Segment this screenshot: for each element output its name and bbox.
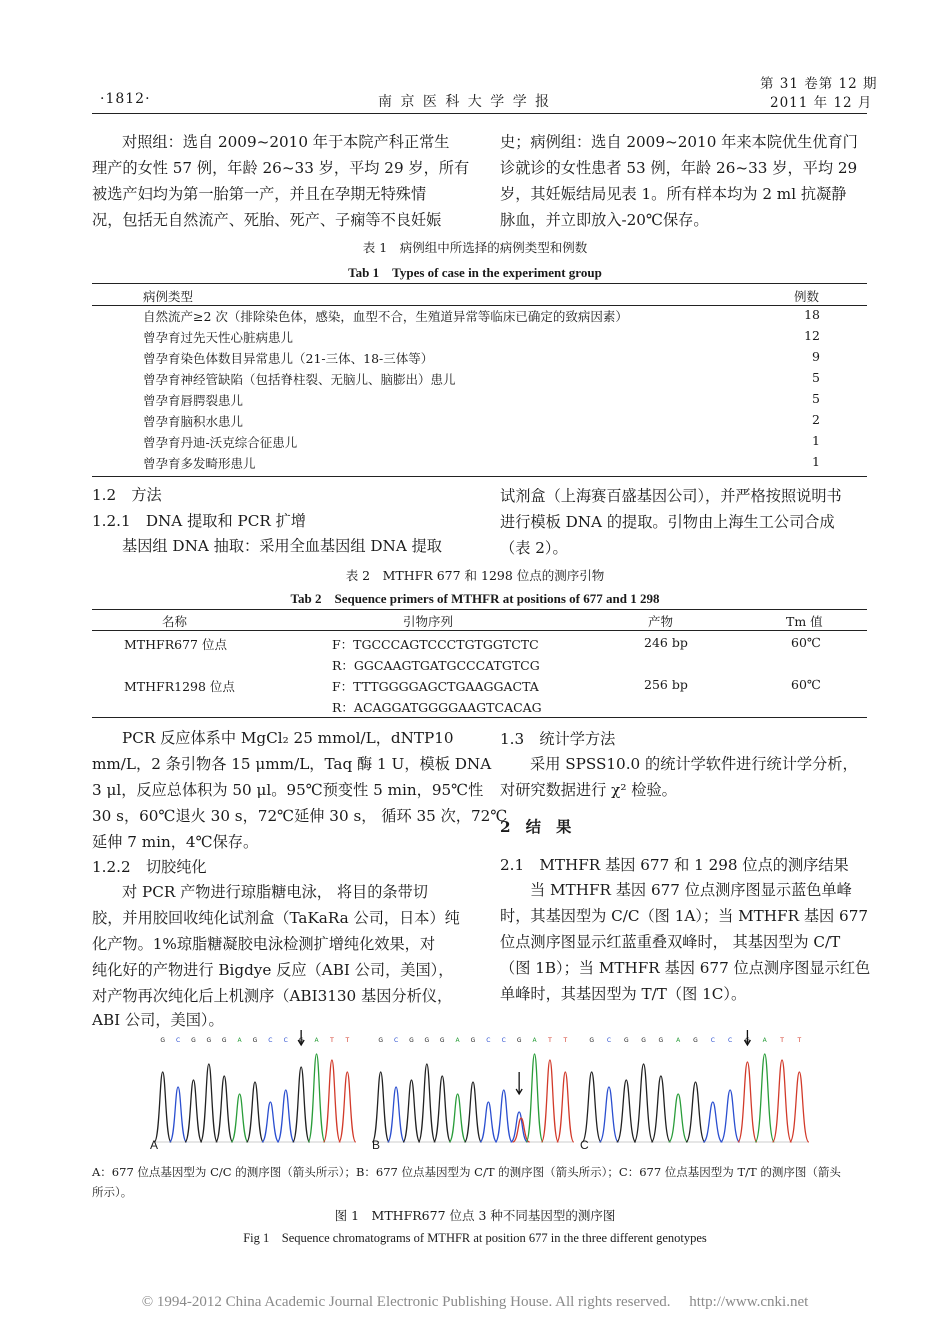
- trace-peak: [617, 1080, 636, 1142]
- table-cell: 2: [812, 412, 820, 427]
- trace-peak: [277, 1090, 294, 1142]
- base-call-label: G: [191, 1037, 196, 1044]
- trace-peak: [418, 1064, 435, 1142]
- table-cell: 256 bp: [644, 677, 688, 692]
- table2-col-name: 名称: [162, 614, 188, 629]
- text-line: 时，其基因型为 C/C（图 1A）；当 MTHFR 基因 677: [500, 907, 869, 925]
- table-cell: 1: [812, 433, 820, 448]
- figure-legend: A：677 位点基因型为 C/C 的测序图（箭头所示）；B：677 位点基因型为 C/T 的测序图（箭头所示）；C：677 位点基因型为 T/T 的测序图（箭头: [92, 1165, 841, 1179]
- table-cell: 1: [812, 454, 820, 469]
- trace-peak: [308, 1054, 325, 1142]
- table-cell: MTHFR677 位点: [124, 637, 227, 652]
- trace-peak: [557, 1072, 574, 1142]
- base-call-label: G: [693, 1037, 698, 1044]
- section-heading: 1.2 方法: [92, 486, 162, 504]
- trace-peak: [434, 1076, 451, 1142]
- trace-peak: [185, 1080, 202, 1142]
- table2-col-product: 产物: [648, 614, 674, 629]
- trace-peak: [154, 1072, 171, 1142]
- text-line: 对 PCR 产物进行琼脂糖电泳， 将目的条带切: [122, 883, 428, 901]
- base-call-label: G: [160, 1037, 166, 1044]
- table1-header-rule: [92, 305, 867, 306]
- section-heading: 2.1 MTHFR 基因 677 和 1 298 位点的测序结果: [500, 856, 849, 874]
- base-call-label: G: [641, 1037, 646, 1044]
- trace-peak: [738, 1062, 757, 1142]
- trace-peak: [773, 1060, 792, 1142]
- trace-peak: [755, 1054, 774, 1142]
- chromatogram-panel: [372, 1037, 574, 1142]
- table-cell: 曾孕育唇腭裂患儿: [143, 393, 244, 408]
- base-call-label: G: [298, 1037, 304, 1044]
- table-cell: 60℃: [791, 635, 821, 650]
- table2-header-rule: [92, 630, 867, 631]
- table2-col-tm: Tm 值: [786, 614, 823, 629]
- base-call-label: G: [424, 1037, 430, 1044]
- base-call-label: C: [501, 1037, 506, 1044]
- trace-peak: [388, 1087, 405, 1142]
- trace-peak: [449, 1094, 466, 1142]
- table-cell: 18: [804, 307, 820, 322]
- text-line: 采用 SPSS10.0 的统计学软件进行统计学分析，: [530, 755, 858, 773]
- table-cell: 曾孕育多发畸形患儿: [143, 456, 256, 471]
- base-call-label: G: [470, 1037, 476, 1044]
- base-call-label: G: [206, 1037, 212, 1044]
- text-line: 基因组 DNA 抽取：采用全血基因组 DNA 提取: [122, 537, 442, 555]
- text-line: 试剂盒（上海赛百盛基因公司），并严格按照说明书: [500, 487, 842, 505]
- base-call-label: C: [486, 1037, 491, 1044]
- chromatogram-panel: [582, 1030, 809, 1142]
- table1-top-rule: [92, 283, 867, 284]
- journal-name: 南 京 医 科 大 学 学 报: [378, 94, 552, 110]
- page-number: ·1812·: [100, 91, 151, 107]
- text-line: 当 MTHFR 基因 677 位点测序图显示蓝色单峰: [530, 881, 852, 899]
- text-line: 化产物。1%琼脂糖凝胶电泳检测扩增纯化效果，对: [92, 935, 436, 953]
- table-cell: R：ACAGGATGGGGAAGTCACAG: [332, 700, 542, 715]
- table-cell: 60℃: [791, 677, 821, 692]
- table-cell: 自然流产≥2 次（排除染色体，感染，血型不合，生殖道异常等临床已确定的致病因素）: [143, 309, 628, 324]
- table-cell: 曾孕育过先天性心脏病患儿: [143, 330, 294, 345]
- table2-caption-cn: 表 2 MTHFR 677 和 1298 位点的测序引物: [345, 568, 605, 583]
- base-call-label: C: [606, 1037, 612, 1044]
- text-line: 岁，其妊娠结局见表 1。所有样本均为 2 ml 抗凝静: [500, 185, 847, 203]
- table-cell: 曾孕育丹迪-沃克综合征患儿: [143, 435, 298, 450]
- base-call-label: G: [378, 1037, 384, 1044]
- base-call-label: G: [589, 1037, 594, 1044]
- table-cell: 曾孕育染色体数目异常患儿（21-三体、18-三体等）: [143, 351, 434, 366]
- table-cell: 9: [812, 349, 820, 364]
- table2-top-rule: [92, 609, 867, 610]
- header-rule: [92, 113, 867, 114]
- base-call-label: G: [623, 1037, 629, 1044]
- base-call-label: T: [548, 1037, 552, 1044]
- panel-label-c: C: [580, 1138, 589, 1152]
- trace-peak: [262, 1102, 279, 1142]
- base-call-label: G: [252, 1037, 258, 1044]
- base-call-label: G: [745, 1037, 750, 1044]
- trace-peak: [721, 1090, 740, 1142]
- chromatogram-panel: [154, 1030, 356, 1142]
- text-line: ABI 公司，美国）。: [92, 1011, 224, 1029]
- base-call-label: A: [455, 1037, 460, 1044]
- trace-peak: [293, 1067, 310, 1142]
- text-line: 进行模板 DNA 的提取。引物由上海生工公司合成: [500, 513, 835, 531]
- panel-label-b: B: [372, 1138, 381, 1152]
- base-call-label: C: [710, 1037, 715, 1044]
- figure-legend: 所示）。: [92, 1185, 133, 1199]
- issue-date: 2011 年 12 月: [770, 95, 873, 111]
- section-heading: 1.3 统计学方法: [500, 730, 616, 748]
- base-call-label: G: [658, 1037, 664, 1044]
- base-call-label: A: [532, 1037, 537, 1044]
- trace-peak: [200, 1064, 217, 1142]
- text-line: 单峰时，其基因型为 T/T（图 1C）。: [500, 985, 747, 1003]
- trace-peak: [372, 1072, 389, 1142]
- text-line: 对照组：选自 2009~2010 年于本院产科正常生: [122, 133, 450, 151]
- text-line: 对研究数据进行 χ² 检验。: [500, 781, 677, 799]
- base-call-label: C: [728, 1037, 733, 1044]
- base-call-label: A: [676, 1037, 681, 1044]
- trace-peak: [599, 1087, 618, 1142]
- trace-peak: [480, 1102, 497, 1142]
- trace-peak: [465, 1082, 482, 1142]
- figure-caption-cn: 图 1 MTHFR677 位点 3 种不同基因型的测序图: [334, 1208, 616, 1223]
- copyright-footer: © 1994-2012 China Academic Journal Electronic Publishing House. All rights reserved. http://www.cnki.net: [141, 1294, 809, 1310]
- table1-col-count: 例数: [794, 289, 820, 304]
- section-heading: 1.2.2 切胶纯化: [92, 858, 207, 876]
- table-cell: F：TGCCCAGTCCCTGTGGTCTC: [332, 637, 539, 652]
- base-call-label: T: [563, 1037, 568, 1044]
- table1-bottom-rule: [92, 476, 867, 477]
- trace-peak: [495, 1090, 512, 1142]
- trace-peak: [634, 1064, 653, 1142]
- base-call-label: A: [762, 1037, 767, 1044]
- trace-peak: [790, 1072, 809, 1142]
- figure-caption-en: Fig 1 Sequence chromatograms of MTHFR at position 677 in the three different genotypes: [243, 1231, 707, 1245]
- table1-caption-cn: 表 1 病例组中所选择的病例类型和例数: [362, 240, 588, 255]
- panel-label-a: A: [150, 1138, 159, 1152]
- sequence-chromatogram-figure: [145, 1030, 815, 1158]
- trace-peak: [170, 1087, 187, 1142]
- base-call-label: C: [393, 1037, 399, 1044]
- text-line: （图 1B）；当 MTHFR 基因 677 位点测序图显示红色: [500, 959, 871, 977]
- base-call-label: G: [221, 1037, 227, 1044]
- table2-col-seq: 引物序列: [403, 614, 454, 629]
- text-line: 况，包括无自然流产、死胎、死产、子痫等不良妊娠: [92, 211, 442, 229]
- table1-col-type: 病例类型: [143, 289, 194, 304]
- trace-peak: [231, 1094, 248, 1142]
- table-cell: R：GGCAAGTGATGCCCATGTCG: [332, 658, 540, 673]
- trace-peak: [339, 1072, 356, 1142]
- section-heading: 2 结 果: [500, 818, 572, 836]
- section-heading: 1.2.1 DNA 提取和 PCR 扩增: [92, 512, 306, 530]
- trace-peak: [216, 1076, 233, 1142]
- text-line: mm/L，2 条引物各 15 μmm/L，Taq 酶 1 U，模板 DNA: [92, 755, 492, 773]
- table-cell: F：TTTGGGGAGCTGAAGGACTA: [332, 679, 539, 694]
- table-cell: 246 bp: [644, 635, 688, 650]
- base-call-label: A: [237, 1037, 242, 1044]
- base-call-label: C: [175, 1037, 181, 1044]
- trace-peak: [669, 1094, 688, 1142]
- arrow-icon: [516, 1072, 522, 1094]
- trace-peak: [541, 1060, 558, 1142]
- base-call-label: G: [439, 1037, 445, 1044]
- trace-peak: [323, 1060, 340, 1142]
- text-line: 3 μl，反应总体积为 50 μl。95℃预变性 5 min，95℃性: [92, 781, 484, 799]
- volume-issue: 第 31 卷第 12 期: [760, 76, 878, 92]
- table-cell: 12: [804, 328, 820, 343]
- trace-peak: [511, 1112, 528, 1142]
- trace-peak: [247, 1082, 264, 1142]
- text-line: 胶，并用胶回收纯化试剂盒（TaKaRa 公司，日本）纯: [92, 909, 460, 927]
- text-line: 脉血，并立即放入-20℃保存。: [500, 211, 709, 229]
- base-call-label: T: [797, 1037, 802, 1044]
- text-line: 30 s，60℃退火 30 s，72℃延伸 30 s， 循环 35 次，72℃: [92, 807, 508, 825]
- table-cell: 曾孕育神经管缺陷（包括脊柱裂、无脑儿、脑膨出）患儿: [143, 372, 456, 387]
- table-cell: MTHFR1298 位点: [124, 679, 235, 694]
- text-line: 纯化好的产物进行 Bigdye 反应（ABI 公司，美国），: [92, 961, 454, 979]
- table-cell: 曾孕育脑积水患儿: [143, 414, 244, 429]
- base-call-label: G: [409, 1037, 414, 1044]
- text-line: 被选产妇均为第一胎第一产，并且在孕期无特殊情: [92, 185, 427, 203]
- base-call-label: G: [516, 1037, 522, 1044]
- base-call-label: T: [780, 1037, 784, 1044]
- text-line: PCR 反应体系中 MgCl₂ 25 mmol/L，dNTP10: [122, 729, 454, 747]
- trace-peak: [526, 1054, 543, 1142]
- trace-peak: [686, 1082, 705, 1142]
- table1-caption-en: Tab 1 Types of case in the experiment group: [348, 265, 602, 280]
- trace-peak: [651, 1076, 670, 1142]
- text-line: 位点测序图显示红蓝重叠双峰时， 其基因型为 C/T: [500, 933, 841, 951]
- base-call-label: T: [345, 1037, 350, 1044]
- text-line: 理产的女性 57 例，年龄 26~33 岁，平均 29 岁，所有: [92, 159, 470, 177]
- text-line: （表 2）。: [500, 539, 568, 557]
- trace-peak: [403, 1080, 420, 1142]
- trace-peak: [582, 1072, 601, 1142]
- text-line: 史；病例组：选自 2009~2010 年来本院优生优育门: [500, 133, 858, 151]
- text-line: 对产物再次纯化后上机测序（ABI3130 基因分析仪，: [92, 987, 453, 1005]
- text-line: 诊就诊的女性患者 53 例，年龄 26~33 岁，平均 29: [500, 159, 858, 177]
- base-call-label: A: [314, 1037, 319, 1044]
- table2-bottom-rule: [92, 717, 867, 718]
- trace-peak: [703, 1102, 722, 1142]
- text-line: 延伸 7 min，4℃保存。: [92, 833, 259, 851]
- table2-caption-en: Tab 2 Sequence primers of MTHFR at positions of 677 and 1 298: [290, 591, 660, 606]
- base-call-label: C: [268, 1037, 273, 1044]
- table-cell: 5: [812, 391, 820, 406]
- base-call-label: C: [283, 1037, 288, 1044]
- base-call-label: T: [330, 1037, 334, 1044]
- table-cell: 5: [812, 370, 820, 385]
